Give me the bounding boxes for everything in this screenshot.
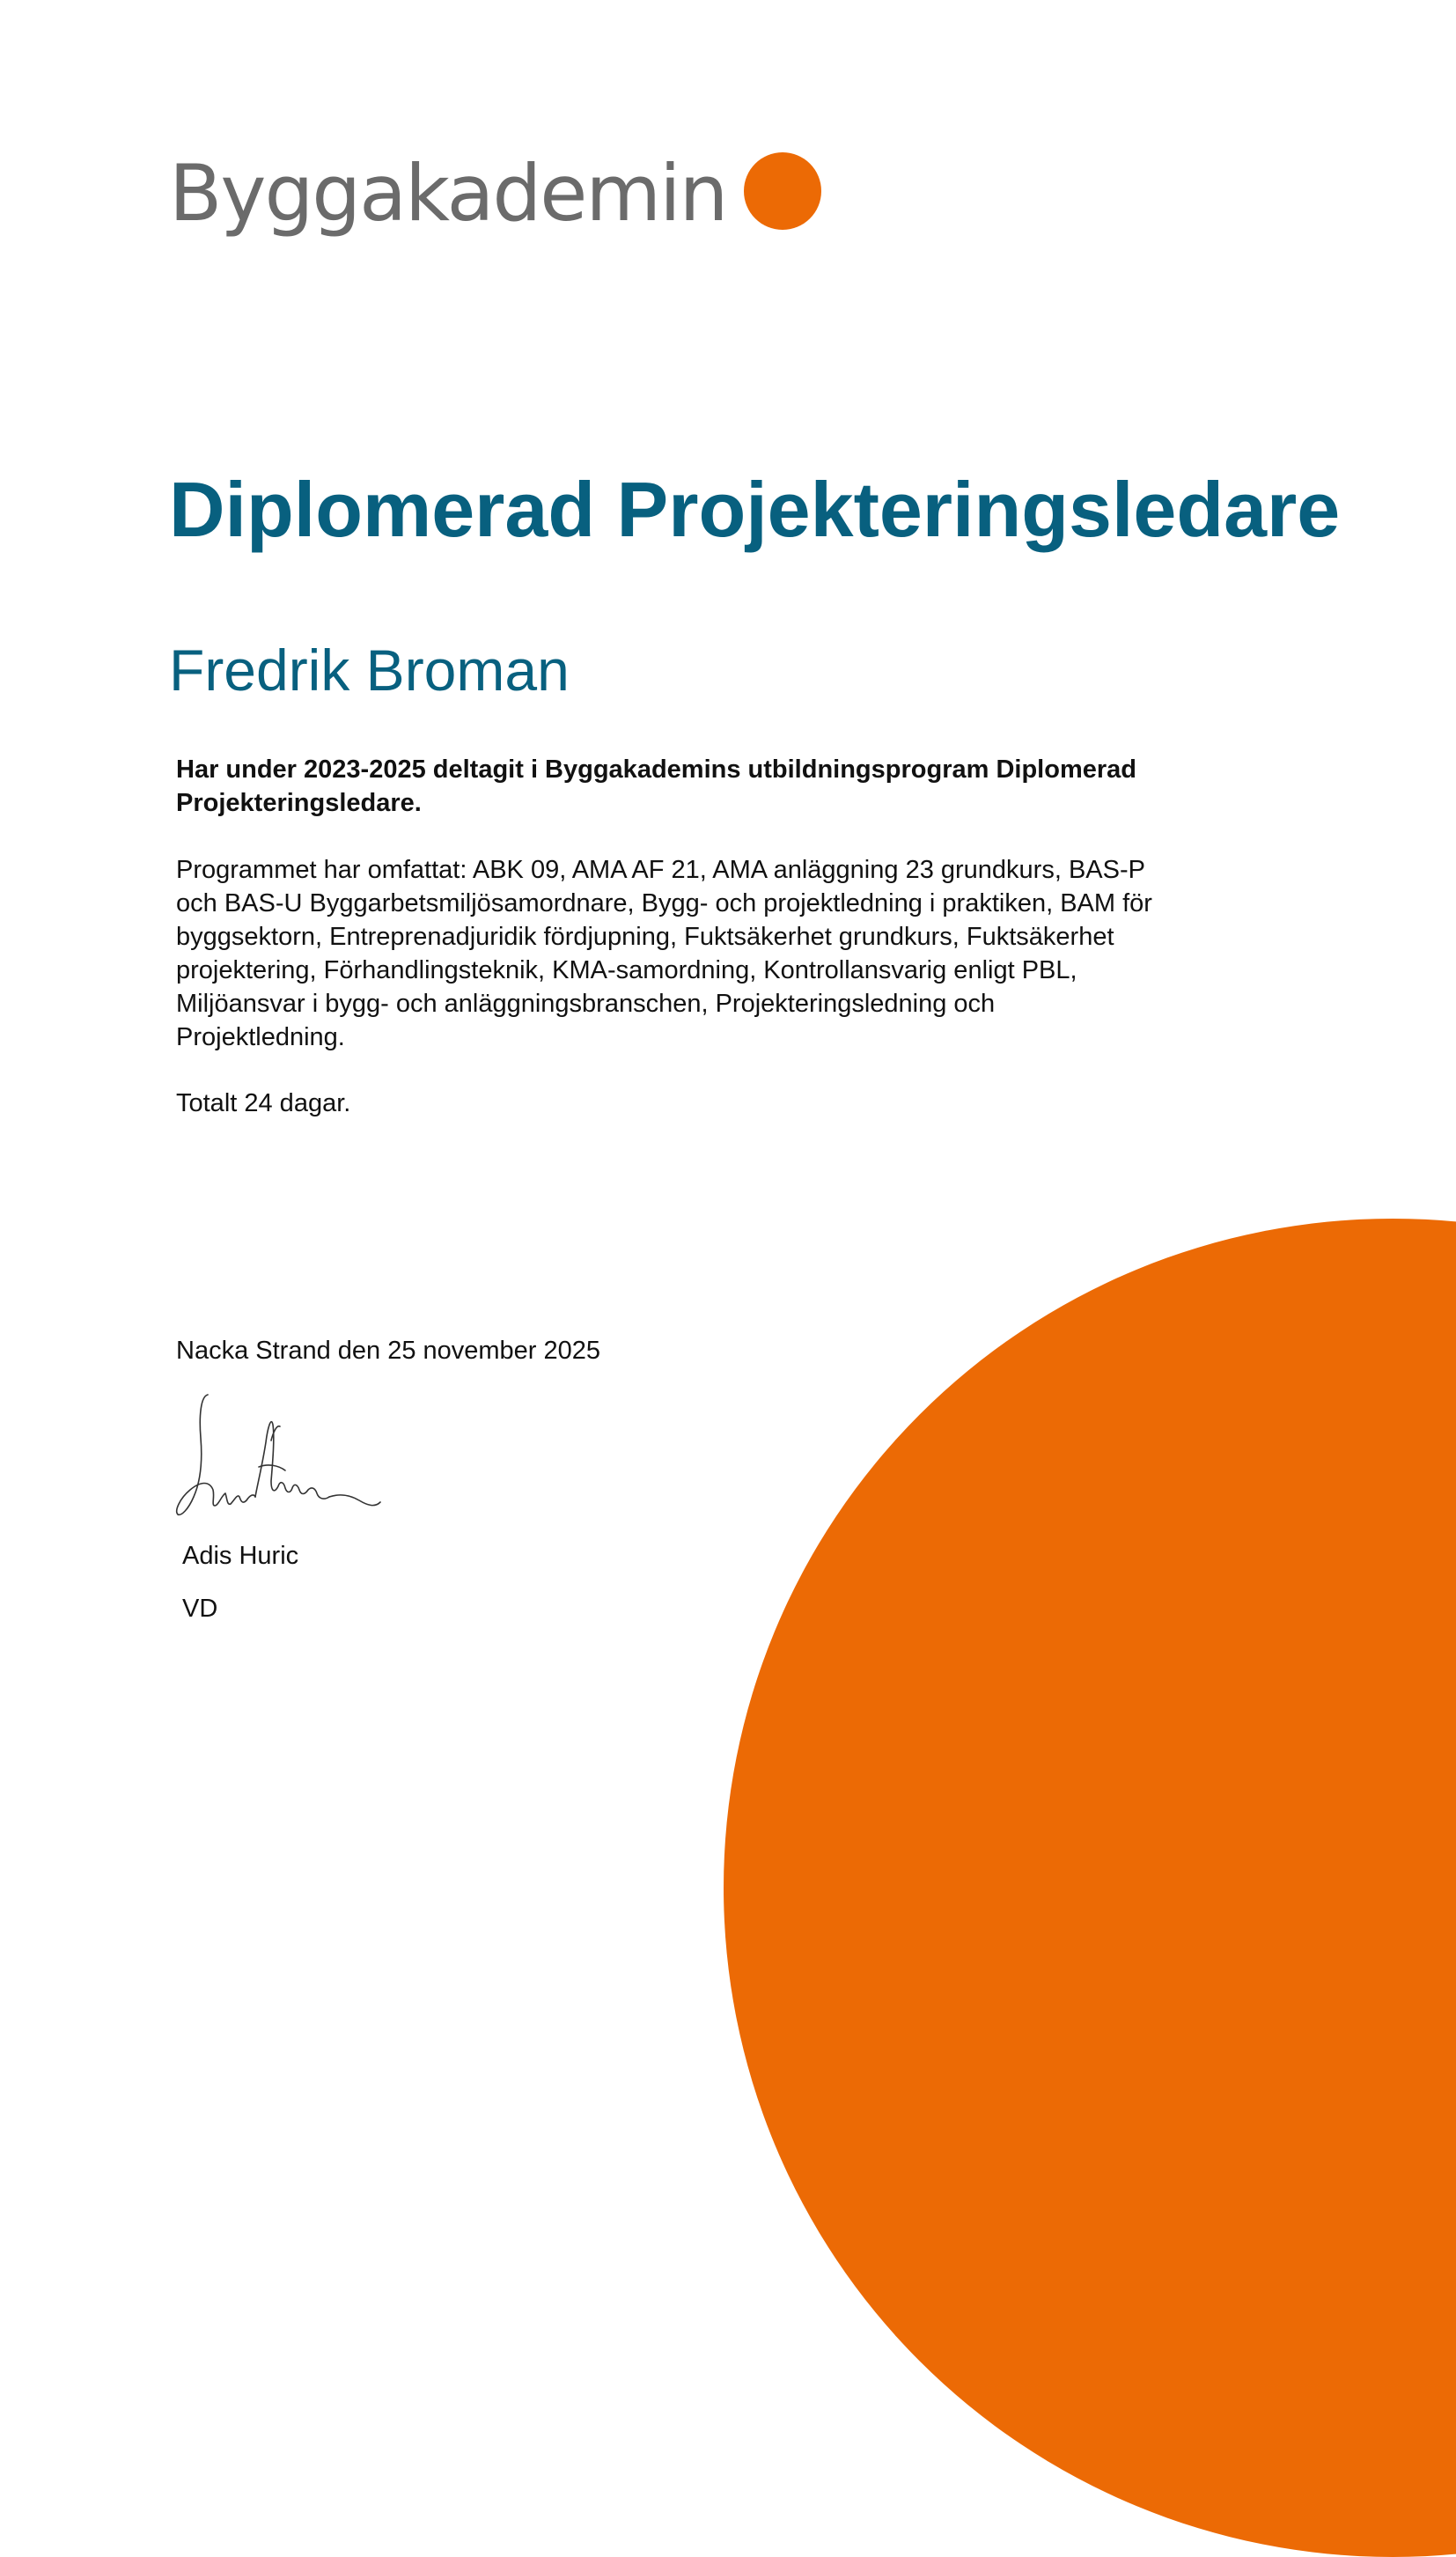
logo-wordmark: Byggakademin <box>169 148 727 239</box>
byggakademin-logo <box>169 141 821 247</box>
intro-statement: Har under 2023-2025 deltagit i Byggakademins utbildningsprogram Diplomerad Projekteringsledare. <box>176 755 1136 817</box>
logo-dot-icon <box>744 152 821 230</box>
programme-description: Programmet har omfattat: ABK 09, AMA AF 21, AMA anläggning 23 grundkurs, BAS-P och BAS-U Byggarbetsmiljösamordnare, Bygg- och projektledning i praktiken, BAM för byggsektorn, Entreprenadjuridik fördjupning, Fuktsäkerhet grundkurs, Fuktsäkerhet projektering, Förhandlingsteknik, KMA-samordning, Kontrollansvarig enligt PBL, Miljöansvar i bygg- och anläggningsbranschen, Projekteringsledning och Projektledning. <box>176 856 1152 1051</box>
place-and-date: Nacka Strand den 25 november 2025 <box>176 1337 601 1365</box>
certificate-title: Diplomerad Projekteringsledare <box>169 466 1341 553</box>
signatory-title: VD <box>182 1595 218 1623</box>
recipient-name: Fredrik Broman <box>169 637 570 703</box>
handwritten-signature <box>174 1389 382 1522</box>
decorative-orange-circle <box>724 1219 1456 2557</box>
signatory-name: Adis Huric <box>182 1542 299 1570</box>
total-days: Totalt 24 dagar. <box>176 1089 351 1117</box>
